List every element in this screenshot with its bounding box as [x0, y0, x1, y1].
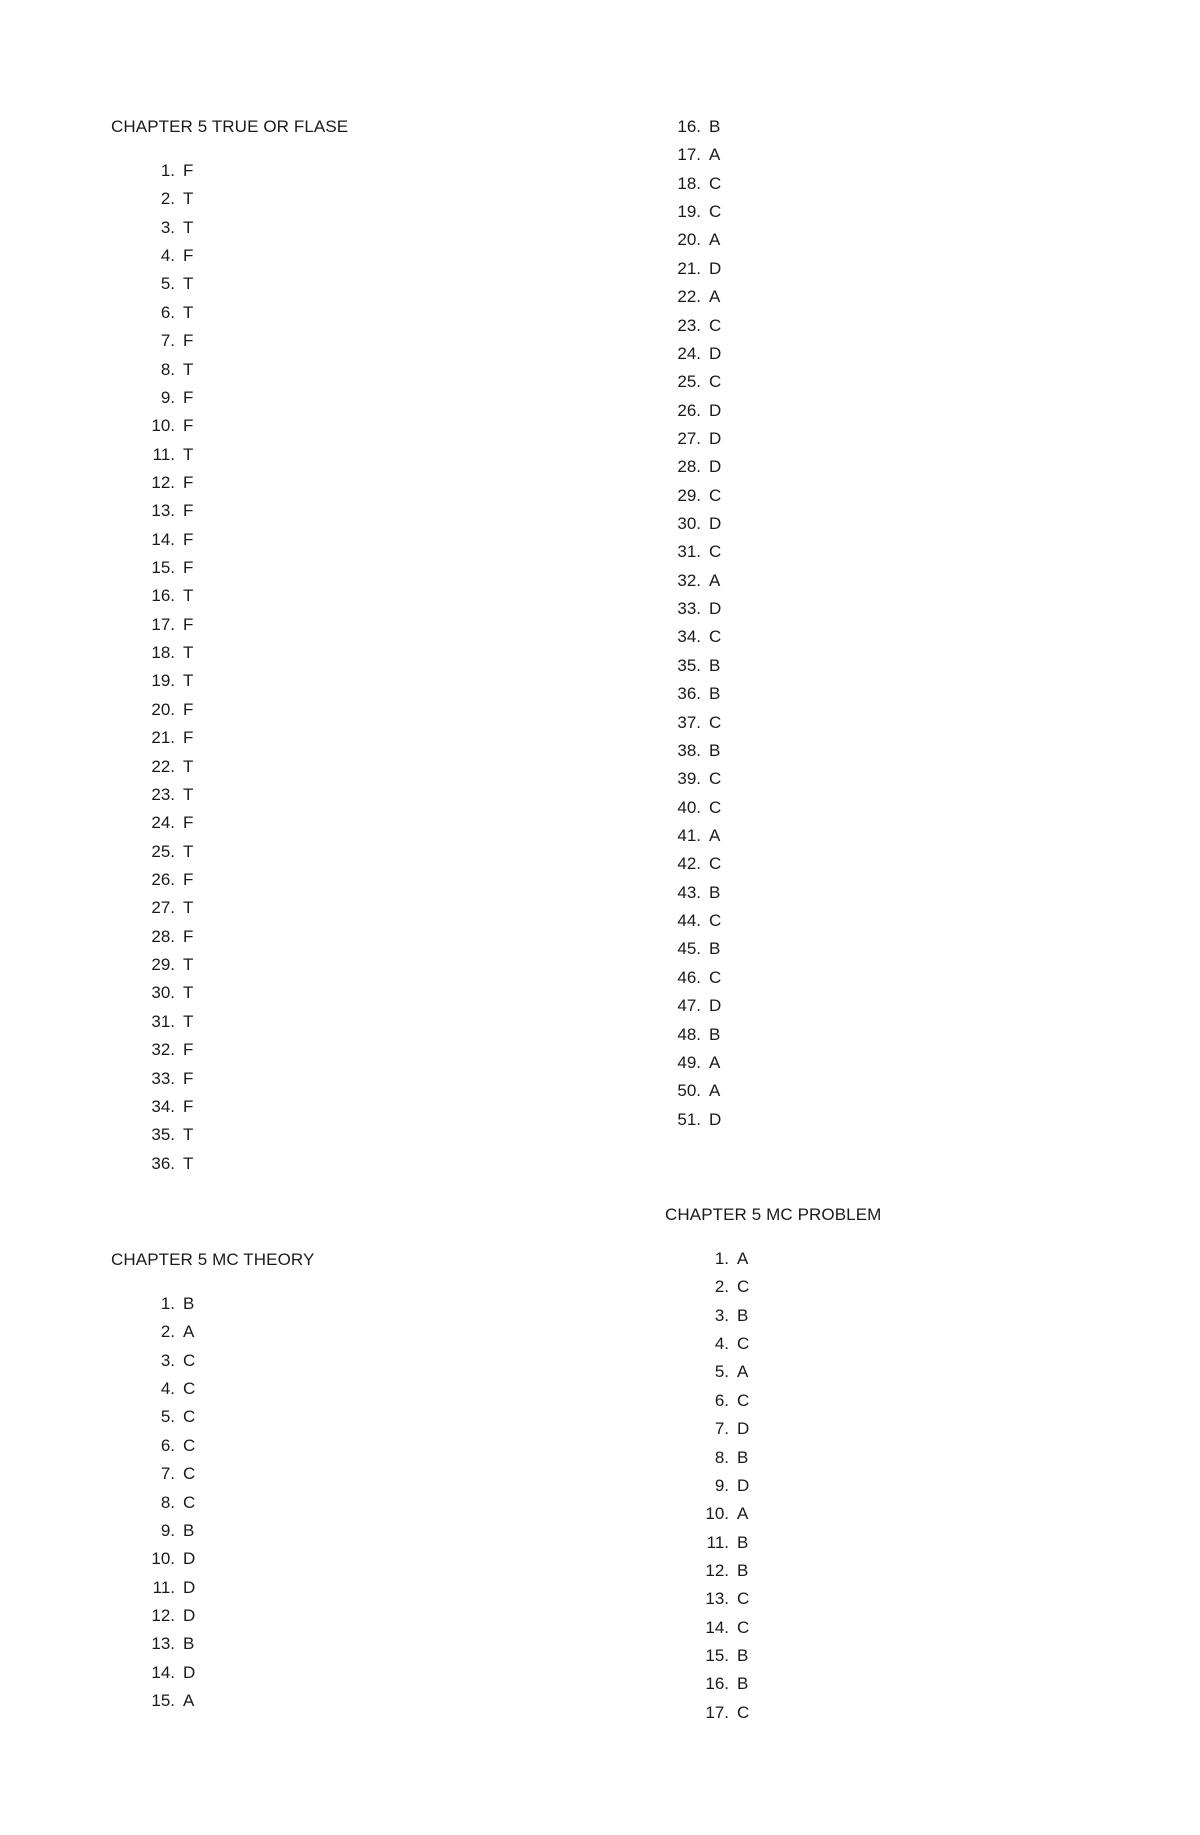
item-answer: C [183, 1492, 196, 1512]
item-answer: B [709, 655, 721, 675]
item-number: 6. [160, 302, 175, 322]
list-item [111, 1634, 314, 1662]
list-item [665, 1618, 881, 1646]
item-number: 9. [160, 387, 175, 407]
item-number: 13. [705, 1589, 729, 1609]
item-number: 43. [677, 882, 701, 902]
item-number: 19. [677, 202, 701, 222]
list-item [111, 1125, 348, 1153]
item-answer: F [183, 416, 194, 436]
item-number: 22. [677, 287, 701, 307]
item-answer: C [709, 712, 722, 732]
item-answer: B [709, 1024, 721, 1044]
list-item [111, 218, 348, 246]
item-number: 42. [677, 854, 701, 874]
item-answer: T [183, 189, 194, 209]
list-item [111, 189, 348, 217]
item-number: 30. [151, 983, 175, 1003]
item-answer: B [183, 1294, 195, 1313]
item-answer: C [709, 627, 722, 647]
item-answer: B [737, 1447, 749, 1467]
list-item [665, 1504, 881, 1532]
item-number: 30. [677, 514, 701, 534]
list-item [665, 1589, 881, 1617]
list-item [111, 331, 348, 359]
item-number: 18. [677, 173, 701, 193]
item-answer: C [709, 485, 722, 505]
item-answer: F [183, 926, 194, 946]
mc-theory-list [111, 1294, 314, 1719]
item-answer: F [183, 331, 194, 351]
list-item [111, 388, 348, 416]
item-answer: T [183, 643, 194, 663]
list-item [111, 700, 348, 728]
item-number: 29. [151, 955, 175, 975]
item-number: 35. [151, 1125, 175, 1145]
item-answer: C [737, 1617, 750, 1637]
list-item [111, 927, 348, 955]
item-answer: D [183, 1662, 196, 1682]
item-answer: D [709, 599, 722, 619]
item-number: 15. [151, 1691, 175, 1711]
item-number: 17. [151, 614, 175, 634]
item-number: 10. [151, 416, 175, 436]
item-number: 32. [677, 570, 701, 590]
item-answer: D [709, 343, 722, 363]
list-item [111, 1606, 314, 1634]
item-answer: F [183, 472, 194, 492]
list-item [111, 360, 348, 388]
item-answer: B [709, 882, 721, 902]
list-item [665, 1646, 881, 1674]
list-item [111, 1012, 348, 1040]
item-number: 12. [151, 1605, 175, 1625]
item-answer: C [709, 911, 722, 931]
list-item [111, 757, 348, 785]
item-number: 22. [151, 756, 175, 776]
item-number: 36. [151, 1153, 175, 1173]
item-number: 39. [677, 769, 701, 789]
item-answer: A [709, 1081, 721, 1101]
item-answer: D [709, 1109, 722, 1129]
item-answer: T [183, 274, 194, 294]
item-number: 23. [151, 784, 175, 804]
true-false-heading: CHAPTER 5 TRUE OR FLASE [111, 117, 349, 136]
list-item [111, 246, 348, 274]
item-number: 34. [151, 1096, 175, 1116]
item-number: 11. [152, 1577, 175, 1597]
item-number: 20. [151, 699, 175, 719]
item-answer: B [737, 1674, 749, 1694]
item-answer: F [183, 558, 194, 578]
item-answer: F [183, 246, 194, 266]
item-number: 41. [677, 825, 701, 845]
item-number: 21. [151, 728, 175, 748]
item-answer: F [183, 869, 194, 889]
list-item [111, 1351, 314, 1379]
item-number: 21. [677, 258, 701, 278]
item-answer: T [183, 1125, 194, 1145]
item-number: 9. [160, 1520, 175, 1540]
list-item [111, 1379, 314, 1407]
item-number: 47. [677, 996, 701, 1016]
list-item [665, 1334, 881, 1362]
item-number: 2. [160, 189, 175, 209]
item-number: 1. [160, 1294, 175, 1313]
item-number: 36. [677, 684, 701, 704]
item-answer: B [709, 684, 721, 704]
item-number: 49. [677, 1052, 701, 1072]
item-answer: C [183, 1350, 196, 1370]
item-number: 34. [677, 627, 701, 647]
list-item [111, 530, 348, 558]
true-false-section [111, 117, 348, 1182]
item-number: 4. [714, 1334, 729, 1354]
item-number: 14. [151, 529, 175, 549]
item-number: 27. [677, 428, 701, 448]
item-answer: C [709, 315, 722, 335]
item-answer: F [183, 501, 194, 521]
list-item [111, 643, 348, 671]
item-number: 37. [677, 712, 701, 732]
item-number: 27. [151, 898, 175, 918]
list-item [111, 558, 348, 586]
list-item [111, 1464, 314, 1492]
list-item [111, 870, 348, 898]
list-item [111, 416, 348, 444]
item-number: 5. [160, 274, 175, 294]
item-number: 4. [160, 1379, 175, 1399]
item-number: 12. [151, 472, 175, 492]
list-item [111, 473, 348, 501]
item-answer: D [709, 400, 722, 420]
item-number: 8. [714, 1447, 729, 1467]
item-number: 1. [714, 1249, 729, 1268]
mc-theory-heading: CHAPTER 5 MC THEORY [111, 1250, 315, 1269]
item-number: 46. [677, 967, 701, 987]
item-number: 29. [677, 485, 701, 505]
item-number: 25. [677, 372, 701, 392]
item-answer: T [183, 1153, 194, 1173]
list-item [111, 842, 348, 870]
list-item [111, 1436, 314, 1464]
item-answer: A [709, 570, 721, 590]
mc-problem-list [665, 1249, 881, 1731]
item-answer: D [183, 1549, 196, 1569]
item-answer: T [183, 444, 194, 464]
list-item [665, 1419, 881, 1447]
item-number: 14. [151, 1662, 175, 1682]
item-number: 17. [677, 145, 701, 165]
item-number: 28. [677, 457, 701, 477]
item-number: 3. [160, 217, 175, 237]
item-answer: B [183, 1634, 195, 1654]
item-number: 14. [705, 1617, 729, 1637]
item-answer: A [737, 1362, 749, 1382]
item-answer: C [709, 769, 722, 789]
item-answer: C [709, 967, 722, 987]
item-number: 24. [151, 813, 175, 833]
item-answer: B [709, 117, 721, 136]
item-answer: D [709, 258, 722, 278]
item-answer: C [709, 173, 722, 193]
item-answer: F [183, 728, 194, 748]
item-answer: C [183, 1379, 196, 1399]
item-answer: C [709, 542, 722, 562]
item-number: 7. [714, 1419, 729, 1439]
item-number: 12. [705, 1560, 729, 1580]
list-item [111, 586, 348, 614]
list-item [665, 1674, 881, 1702]
item-number: 35. [677, 655, 701, 675]
item-answer: D [737, 1475, 750, 1495]
list-item [111, 955, 348, 983]
item-answer: C [183, 1407, 196, 1427]
item-number: 7. [160, 1464, 175, 1484]
item-number: 3. [714, 1305, 729, 1325]
item-number: 2. [714, 1277, 729, 1297]
item-answer: T [183, 898, 194, 918]
mc-problem-heading: CHAPTER 5 MC PROBLEM [665, 1205, 882, 1224]
item-number: 16. [677, 117, 701, 136]
item-number: 40. [677, 797, 701, 817]
item-number: 50. [677, 1081, 701, 1101]
item-answer: C [737, 1334, 750, 1354]
list-item [665, 1561, 881, 1589]
item-number: 20. [677, 230, 701, 250]
item-answer: B [709, 939, 721, 959]
item-number: 6. [714, 1390, 729, 1410]
item-number: 2. [160, 1322, 175, 1342]
item-number: 25. [151, 841, 175, 861]
list-item [111, 728, 348, 756]
item-answer: F [183, 1096, 194, 1116]
item-number: 11. [152, 444, 175, 464]
item-number: 13. [151, 1634, 175, 1654]
item-answer: B [737, 1305, 749, 1325]
item-answer: F [183, 161, 194, 180]
item-number: 26. [151, 869, 175, 889]
list-item [111, 274, 348, 302]
list-item [665, 1703, 881, 1731]
item-number: 18. [151, 643, 175, 663]
list-item [111, 1493, 314, 1521]
item-answer: A [709, 145, 721, 165]
item-answer: A [737, 1504, 749, 1524]
item-answer: B [737, 1532, 749, 1552]
list-item [111, 898, 348, 926]
item-number: 17. [705, 1702, 729, 1722]
list-item [111, 983, 348, 1011]
item-number: 33. [151, 1068, 175, 1088]
item-answer: B [183, 1520, 195, 1540]
item-answer: D [183, 1577, 196, 1597]
list-item [111, 785, 348, 813]
item-answer: A [709, 287, 721, 307]
item-answer: A [709, 825, 721, 845]
item-number: 7. [160, 331, 175, 351]
item-number: 4. [160, 246, 175, 266]
item-number: 44. [677, 911, 701, 931]
item-answer: T [183, 359, 194, 379]
list-item [665, 1391, 881, 1419]
item-number: 51. [677, 1109, 701, 1129]
item-number: 19. [151, 671, 175, 691]
item-number: 33. [677, 599, 701, 619]
list-item [111, 303, 348, 331]
list-item [111, 1578, 314, 1606]
item-answer: D [737, 1419, 750, 1439]
item-answer: A [709, 1052, 721, 1072]
item-answer: B [709, 740, 721, 760]
item-answer: A [737, 1249, 749, 1268]
item-number: 5. [714, 1362, 729, 1382]
list-item [665, 1249, 881, 1277]
item-answer: D [709, 428, 722, 448]
list-item [111, 1322, 314, 1350]
list-item [111, 1521, 314, 1549]
item-answer: D [709, 457, 722, 477]
item-answer: D [709, 514, 722, 534]
item-answer: C [737, 1702, 750, 1722]
list-item [111, 161, 348, 189]
item-number: 31. [677, 542, 701, 562]
item-answer: C [183, 1464, 196, 1484]
list-item [111, 1407, 314, 1435]
item-answer: C [737, 1589, 750, 1609]
list-item [111, 813, 348, 841]
item-answer: T [183, 671, 194, 691]
item-number: 10. [705, 1504, 729, 1524]
item-number: 31. [151, 1011, 175, 1031]
item-number: 11. [706, 1532, 729, 1552]
item-answer: A [709, 230, 721, 250]
item-answer: F [183, 529, 194, 549]
item-number: 3. [160, 1350, 175, 1370]
item-answer: F [183, 387, 194, 407]
item-answer: D [183, 1605, 196, 1625]
item-answer: F [183, 813, 194, 833]
list-item [665, 1448, 881, 1476]
list-item [111, 445, 348, 473]
item-number: 26. [677, 400, 701, 420]
item-answer: T [183, 756, 194, 776]
item-number: 24. [677, 343, 701, 363]
item-number: 8. [160, 359, 175, 379]
item-answer: C [709, 797, 722, 817]
item-answer: T [183, 586, 194, 606]
list-item [111, 1663, 314, 1691]
item-answer: F [183, 1040, 194, 1060]
item-answer: A [183, 1322, 195, 1342]
list-item [665, 1476, 881, 1504]
item-answer: F [183, 699, 194, 719]
list-item [665, 1362, 881, 1390]
item-number: 45. [677, 939, 701, 959]
item-number: 23. [677, 315, 701, 335]
list-item [665, 1306, 881, 1334]
item-number: 15. [705, 1646, 729, 1666]
mc-theory-section [111, 1250, 314, 1719]
item-number: 32. [151, 1040, 175, 1060]
item-answer: C [709, 372, 722, 392]
item-number: 38. [677, 740, 701, 760]
item-number: 1. [160, 161, 175, 180]
list-item [111, 1154, 348, 1182]
item-answer: T [183, 1011, 194, 1031]
list-item [111, 1549, 314, 1577]
item-answer: T [183, 784, 194, 804]
list-item [665, 1533, 881, 1561]
list-item [665, 1277, 881, 1305]
true-false-list [111, 161, 348, 1182]
list-item [111, 1040, 348, 1068]
item-answer: F [183, 1068, 194, 1088]
item-answer: T [183, 217, 194, 237]
item-number: 8. [160, 1492, 175, 1512]
item-number: 10. [151, 1549, 175, 1569]
item-answer: C [709, 854, 722, 874]
item-answer: B [737, 1560, 749, 1580]
mc-problem-section [665, 1205, 881, 1731]
item-answer: A [183, 1691, 195, 1711]
list-item [111, 1294, 314, 1322]
item-number: 28. [151, 926, 175, 946]
item-answer: D [709, 996, 722, 1016]
item-answer: T [183, 841, 194, 861]
item-number: 13. [151, 501, 175, 521]
item-number: 6. [160, 1435, 175, 1455]
item-answer: T [183, 983, 194, 1003]
item-answer: T [183, 955, 194, 975]
item-number: 16. [151, 586, 175, 606]
item-answer: T [183, 302, 194, 322]
list-item [111, 1691, 314, 1719]
item-answer: B [737, 1646, 749, 1666]
item-answer: F [183, 614, 194, 634]
list-item [111, 671, 348, 699]
list-item [111, 1097, 348, 1125]
item-answer: C [709, 202, 722, 222]
item-answer: C [737, 1390, 750, 1410]
item-number: 5. [160, 1407, 175, 1427]
item-answer: C [737, 1277, 750, 1297]
item-number: 15. [151, 558, 175, 578]
list-item [111, 1069, 348, 1097]
item-number: 48. [677, 1024, 701, 1044]
item-number: 9. [714, 1475, 729, 1495]
item-number: 16. [705, 1674, 729, 1694]
list-item [111, 615, 348, 643]
item-answer: C [183, 1435, 196, 1455]
list-item [111, 501, 348, 529]
